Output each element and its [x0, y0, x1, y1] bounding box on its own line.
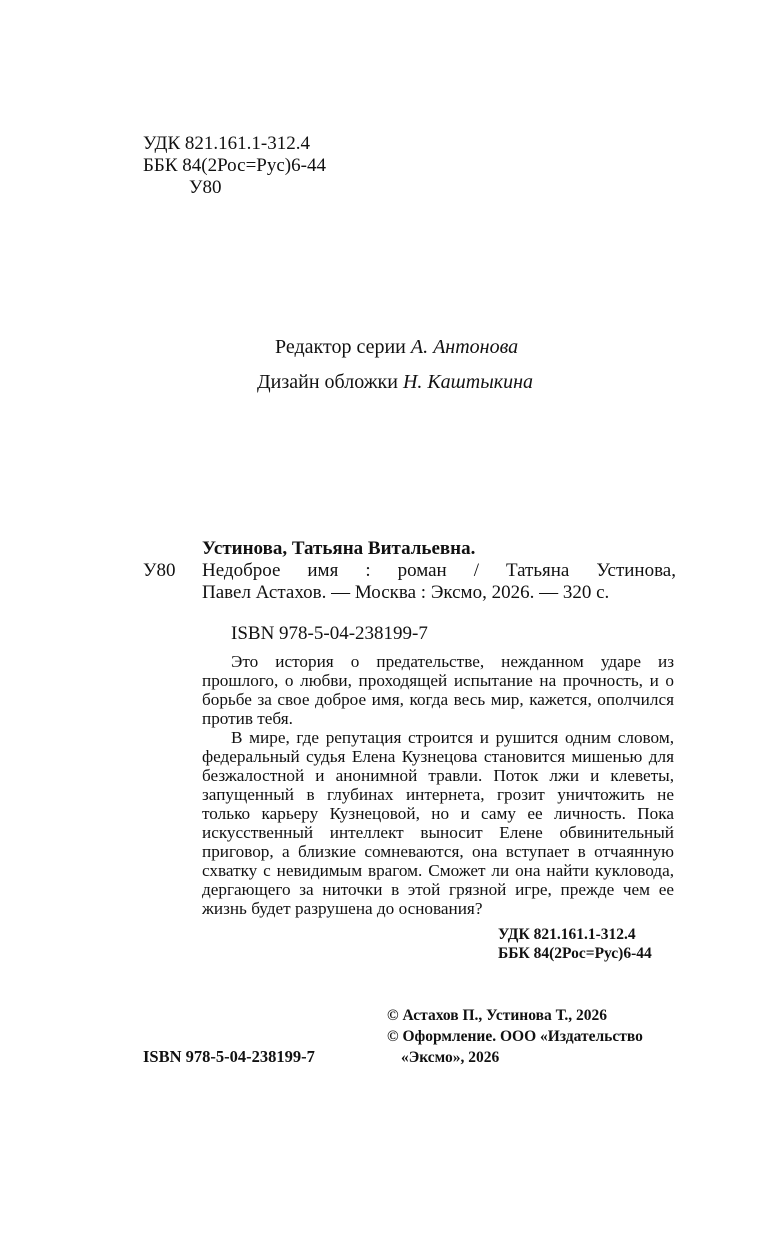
- bib-line-2: Павел Астахов. — Москва : Эксмо, 2026. — 320 с.: [202, 582, 610, 603]
- cover-design-credit: [257, 370, 533, 394]
- udk-code: УДК 821.161.1-312.4: [143, 133, 310, 154]
- series-editor-name: А. Антонова: [410, 336, 519, 358]
- classification-bottom: [498, 925, 652, 963]
- series-editor-credit: [275, 335, 518, 359]
- copyright-authors: © Астахов П., Устинова Т., 2026: [387, 1007, 607, 1024]
- copyright-design: © Оформление. ООО «Издательство: [387, 1028, 643, 1045]
- bbk-code: ББК 84(2Рос=Рус)6-44: [143, 155, 326, 176]
- udk-code-bottom: УДК 821.161.1-312.4: [498, 926, 636, 943]
- bib-line-1: Недоброе имя : роман / Татьяна Устинова,: [202, 560, 676, 581]
- series-editor-label: Редактор серии: [275, 336, 411, 358]
- bbk-code-bottom: ББК 84(2Рос=Рус)6-44: [498, 945, 652, 962]
- copyright-publisher: «Эксмо», 2026: [401, 1049, 500, 1066]
- isbn-main: ISBN 978-5-04-238199-7: [231, 623, 428, 644]
- copyright-block: [387, 1005, 643, 1068]
- bibliographic-description: [202, 560, 676, 604]
- bib-author-sign: У80: [143, 560, 176, 581]
- cover-design-name: Н. Каштыкина: [402, 371, 534, 393]
- annotation: [202, 652, 674, 918]
- annotation-paragraph-2: В мире, где репутация строится и рушится одним словом, федеральный судья Елена Кузнецова становится мишенью для безжалостной и анонимной травли. Поток лжи и клеветы, запущенный в глубинах интернета, грозит уничтожить не только карьеру Кузнецовой, но и саму ее личность. Пока искусственный интеллект выносит Елене обвинительный приговор, а близкие сомневаются, она вступает в отчаянную схватку с невидимым врагом. Сможет ли она найти кукловода, дергающего за ниточки в этой грязной игре, прежде чем ее жизнь будет разрушена до основания?: [202, 728, 674, 918]
- author-sign: У80: [189, 177, 222, 198]
- classification-block: [143, 133, 326, 199]
- cover-design-label: Дизайн обложки: [257, 371, 403, 393]
- isbn-bottom: ISBN 978-5-04-238199-7: [143, 1047, 315, 1066]
- author-heading: Устинова, Татьяна Витальевна.: [202, 538, 476, 559]
- annotation-paragraph-1: Это история о предательстве, нежданном ударе из прошлого, о любви, проходящей испытание на прочность, и о борьбе за свое доброе имя, когда весь мир, кажется, ополчился против тебя.: [202, 652, 674, 728]
